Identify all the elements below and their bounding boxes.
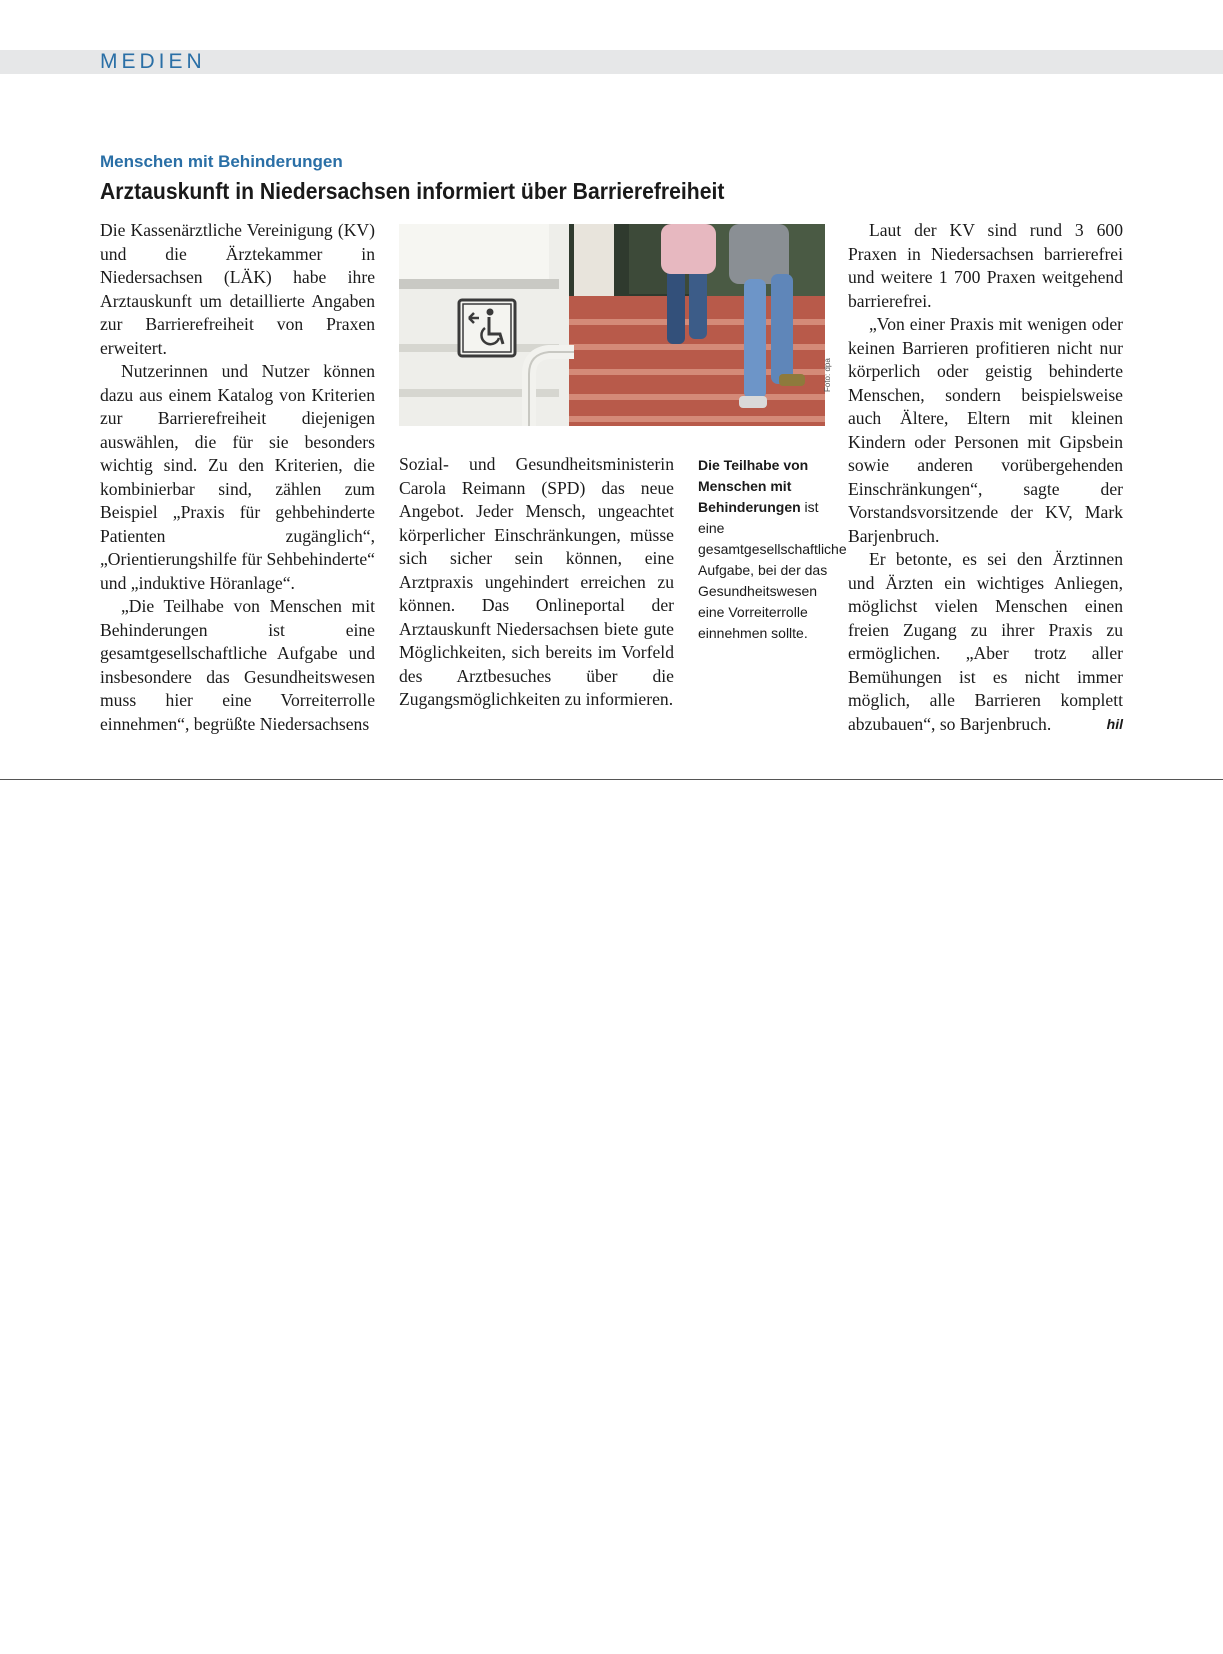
paragraph-last — [848, 548, 1123, 736]
paragraph: „Von einer Praxis mit wenigen oder keinen Barrieren profitieren nicht nur körperlich oder geistig behinderte Menschen, sondern beispielsweise auch Ältere, Eltern mit kleinen Kindern oder Personen mit Gipsbein sowie anderen vorübergehenden Einschränkungen“, sagte der Vorstandsvorsitzende der KV, Mark Barjenbruch. — [848, 314, 1123, 546]
paragraph: Nutzerinnen und Nutzer können dazu aus einem Katalog von Kriterien zur Barrierefreiheit diejenigen auswählen, die für sie besonders wichtig sind. Zu den Kriterien, die kombinierbar sind, zählen zum Beispiel „Praxis für gehbehinderte Patienten zugänglich“, „Orientierungshilfe für Sehbehinderte“ und „induktive Höranlage“. — [100, 361, 375, 593]
text-column-1 — [100, 219, 375, 736]
caption-text: ist eine gesamtgesellschaftliche Aufgabe, bei der das Gesundheitswesen eine Vorreiterrolle einnehmen sollte. — [698, 499, 847, 641]
bottom-rule — [0, 779, 1223, 780]
article-headline: Arztauskunft in Niedersachsen informiert über Barrierefreiheit — [100, 178, 725, 204]
wheelchair-sign-icon — [459, 300, 515, 356]
section-label: MEDIEN — [100, 50, 206, 73]
paragraph: „Die Teilhabe von Menschen mit Behinderungen ist eine gesamtgesellschaftliche Aufgabe und insbesondere das Gesundheitswesen muss hier eine Vorreiterrolle einnehmen“, begrüßte Niedersachsens — [100, 596, 375, 734]
photo-caption — [698, 455, 847, 644]
text-column-3 — [848, 219, 1123, 736]
paragraph: Die Kassenärztliche Vereinigung (KV) und die Ärztekammer in Niedersachsen (LÄK) habe ihre Arztauskunft um detaillierte Angaben zur Barrierefreiheit von Praxen erweitert. — [100, 220, 375, 358]
paragraph: Sozial- und Gesundheitsministerin Carola Reimann (SPD) das neue Angebot. Jeder Mensch, ungeachtet körperlicher Einschränkungen, müsse sich sicher sein können, eine Arztpraxis ungehindert erreichen zu können. Das Onlineportal der Arztauskunft Niedersachsen biete gute Möglichkeiten, sich bereits im Vorfeld des Arztbesuches über die Zugangsmöglichkeiten zu informieren. — [399, 454, 674, 709]
article-photo — [399, 224, 825, 426]
author-signature: hil — [1106, 715, 1123, 732]
paragraph-text: Er betonte, es sei den Ärztinnen und Ärzten ein wichtiges Anliegen, möglichst vielen Menschen einen freien Zugang zu ihrer Praxis zu ermöglichen. „Aber trotz aller Bemühungen ist es nicht immer möglich, alle Barrieren komplett abzubauen“, so Barjenbruch. — [848, 549, 1123, 734]
article-kicker: Menschen mit Behinderungen — [100, 152, 343, 171]
paragraph: Laut der KV sind rund 3 600 Praxen in Niedersachsen barrierefrei und weitere 1 700 Praxen weitgehend barrierefrei. — [848, 220, 1123, 311]
text-column-2 — [399, 453, 674, 712]
caption-bold: Die Teilhabe von Menschen mit Behinderungen — [698, 457, 809, 515]
photo-credit: Foto: dpa — [823, 358, 832, 392]
